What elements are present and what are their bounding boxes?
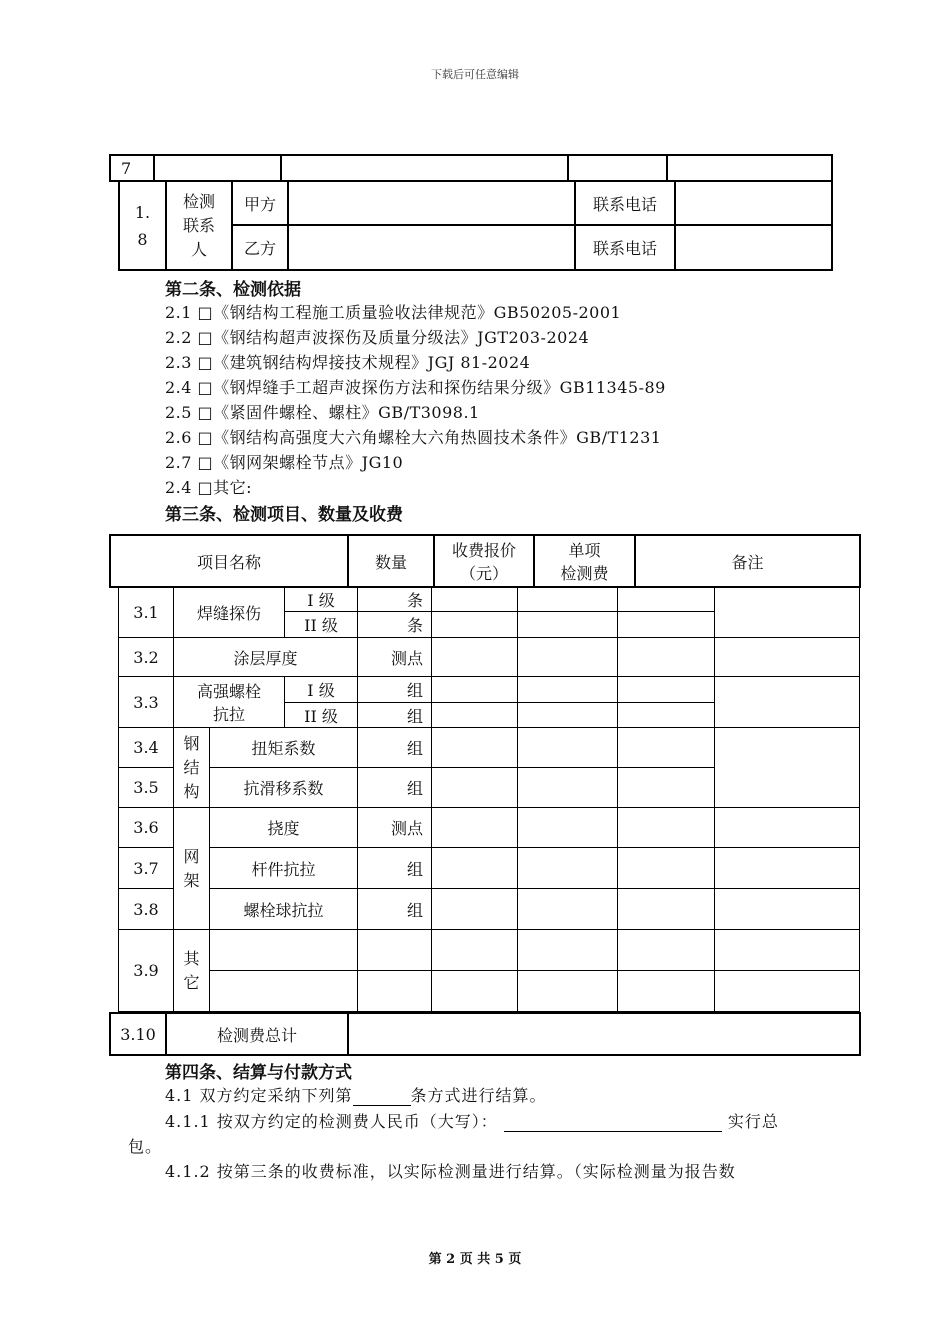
- unit-label: 组: [358, 728, 432, 768]
- quantity-cell[interactable]: [432, 889, 518, 930]
- note-cell[interactable]: [715, 848, 860, 889]
- unit-label: 组: [358, 848, 432, 889]
- contact-table: [118, 180, 833, 271]
- basis-item: 2.7 □《钢网架螺栓节点》JG10: [165, 453, 404, 472]
- unit-fee-cell[interactable]: [618, 677, 715, 703]
- group-label-steel: [174, 728, 210, 808]
- price-cell[interactable]: [518, 848, 618, 889]
- party-b-phone-value[interactable]: [675, 225, 832, 270]
- item-name: 焊缝探伤: [174, 587, 285, 638]
- party-b-value[interactable]: [288, 225, 575, 270]
- unit-fee-cell[interactable]: [618, 808, 715, 848]
- note-cell[interactable]: [715, 728, 860, 808]
- header-note: 备注: [635, 535, 860, 587]
- unit-label: 条: [358, 587, 432, 612]
- settlement-text-a: 4.1 双方约定采纳下列第: [165, 1086, 353, 1105]
- unit-label: 组: [358, 677, 432, 703]
- header-price: [434, 535, 534, 587]
- quantity-cell[interactable]: [432, 848, 518, 889]
- quantity-cell[interactable]: [432, 808, 518, 848]
- item-name-cell[interactable]: [210, 930, 358, 971]
- unit-fee-cell[interactable]: [618, 703, 715, 728]
- party-a-label: 甲方: [232, 181, 288, 225]
- row-number: 3.9: [119, 930, 174, 1012]
- basis-item: 2.3 □《建筑钢结构焊接技术规程》JGJ 81-2024: [165, 353, 531, 372]
- lump-sum-text-b: 实行总: [727, 1112, 779, 1131]
- basis-item: 2.5 □《紧固件螺栓、螺柱》GB/T3098.1: [165, 403, 480, 422]
- basis-item: 2.6 □《钢结构高强度大六角螺栓大六角热圆技术条件》GB/T1231: [165, 428, 662, 447]
- grade-label: II 级: [285, 703, 358, 728]
- lump-sum-clause: [165, 1109, 779, 1132]
- group-label-grid: [174, 808, 210, 930]
- article3-title: 第三条、检测项目、数量及收费: [165, 505, 403, 525]
- row7-number: 7: [110, 155, 154, 181]
- party-b-label: 乙方: [232, 225, 288, 270]
- group-char: 结: [183, 757, 200, 777]
- row7-cell: [281, 155, 568, 181]
- unit-label: 组: [358, 768, 432, 808]
- group-char: 其: [183, 948, 200, 968]
- item-name: 挠度: [210, 808, 358, 848]
- note-cell[interactable]: [715, 889, 860, 930]
- note-cell[interactable]: [715, 971, 860, 1012]
- grade-label: I 级: [285, 677, 358, 703]
- row-number: 3.3: [119, 677, 174, 728]
- note-cell[interactable]: [715, 587, 860, 638]
- total-label: 检测费总计: [166, 1013, 348, 1055]
- price-cell[interactable]: [518, 728, 618, 768]
- basis-item: 2.4 □其它:: [165, 478, 253, 497]
- grade-label: I 级: [285, 587, 358, 612]
- header-price-b: （元）: [459, 564, 508, 583]
- price-cell[interactable]: [518, 889, 618, 930]
- item-name: 抗滑移系数: [210, 768, 358, 808]
- row7-table: [109, 154, 833, 182]
- unit-cell[interactable]: [358, 930, 432, 971]
- unit-fee-cell[interactable]: [618, 587, 715, 612]
- quantity-cell[interactable]: [432, 587, 518, 612]
- contact-label: [166, 181, 232, 270]
- row7-cell: [568, 155, 667, 181]
- contact-number-b: 8: [137, 229, 148, 249]
- header-unit-fee-a: 单项: [568, 541, 601, 560]
- amount-in-words-blank[interactable]: [504, 1113, 722, 1132]
- row-number: 3.1: [119, 587, 174, 638]
- header-price-a: 收费报价: [451, 541, 516, 560]
- price-cell[interactable]: [518, 930, 618, 971]
- note-cell[interactable]: [715, 638, 860, 677]
- price-cell[interactable]: [518, 768, 618, 808]
- note-cell[interactable]: [715, 808, 860, 848]
- header-item-name: 项目名称: [110, 535, 348, 587]
- note-cell[interactable]: [715, 677, 860, 728]
- contact-label-a: 检测: [182, 191, 215, 211]
- group-char: 钢: [183, 733, 200, 753]
- header-unit-fee-b: 检测费: [560, 564, 609, 583]
- basis-item: 2.2 □《钢结构超声波探伤及质量分级法》JGT203-2024: [165, 328, 590, 347]
- price-cell[interactable]: [518, 587, 618, 612]
- group-char: 构: [183, 781, 200, 801]
- price-cell[interactable]: [518, 638, 618, 677]
- item-name: 杆件抗拉: [210, 848, 358, 889]
- contact-number-a: 1.: [134, 202, 151, 222]
- basis-item: 2.1 □《钢结构工程施工质量验收法律规范》GB50205-2001: [165, 303, 622, 322]
- unit-label: 条: [358, 612, 432, 638]
- contact-label-c: 人: [190, 239, 207, 259]
- unit-fee-cell[interactable]: [618, 889, 715, 930]
- row-number: 3.10: [110, 1013, 166, 1055]
- note-cell[interactable]: [715, 930, 860, 971]
- quantity-cell[interactable]: [432, 728, 518, 768]
- quantity-cell[interactable]: [432, 971, 518, 1012]
- party-a-value[interactable]: [288, 181, 575, 225]
- party-a-phone-value[interactable]: [675, 181, 832, 225]
- fee-table-total: [109, 1012, 861, 1056]
- unit-fee-cell[interactable]: [618, 638, 715, 677]
- row-number: 3.2: [119, 638, 174, 677]
- lump-sum-text-c: 包。: [128, 1137, 163, 1156]
- unit-label: 组: [358, 703, 432, 728]
- group-char: 它: [183, 972, 200, 992]
- contact-label-b: 联系: [182, 215, 215, 235]
- settlement-text-b: 条方式进行结算。: [410, 1086, 547, 1105]
- row-number: 3.4: [119, 728, 174, 768]
- unit-fee-cell[interactable]: [618, 728, 715, 768]
- row-number: 3.7: [119, 848, 174, 889]
- item-name-a: 高强螺栓: [197, 682, 262, 701]
- group-label-other: [174, 930, 210, 1012]
- unit-label: 组: [358, 889, 432, 930]
- quantity-cell[interactable]: [432, 930, 518, 971]
- header-unit-fee: [534, 535, 635, 587]
- quantity-cell[interactable]: [432, 703, 518, 728]
- quantity-cell[interactable]: [432, 638, 518, 677]
- contact-number: [119, 181, 166, 270]
- total-value[interactable]: [348, 1013, 860, 1055]
- item-name-b: 抗拉: [213, 705, 246, 724]
- price-cell[interactable]: [518, 971, 618, 1012]
- quantity-cell[interactable]: [432, 612, 518, 638]
- lump-sum-text-a: 4.1.1 按双方约定的检测费人民币（大写）：: [165, 1112, 498, 1131]
- article4-title: 第四条、结算与付款方式: [165, 1063, 352, 1083]
- unit-fee-cell[interactable]: [618, 848, 715, 889]
- header-quantity: 数量: [348, 535, 434, 587]
- row7-cell: [154, 155, 281, 181]
- item-name: 扭矩系数: [210, 728, 358, 768]
- article2-title: 第二条、检测依据: [165, 280, 301, 300]
- grade-label: II 级: [285, 612, 358, 638]
- group-char: 架: [183, 870, 200, 890]
- actual-quantity-clause: 4.1.2 按第三条的收费标准，以实际检测量进行结算。（实际检测量为报告数: [165, 1162, 736, 1181]
- item-name: 螺栓球抗拉: [210, 889, 358, 930]
- price-cell[interactable]: [518, 677, 618, 703]
- group-char: 网: [183, 846, 200, 866]
- party-a-phone-label: 联系电话: [575, 181, 675, 225]
- unit-fee-cell[interactable]: [618, 612, 715, 638]
- row-number: 3.6: [119, 808, 174, 848]
- unit-fee-cell[interactable]: [618, 930, 715, 971]
- price-cell[interactable]: [518, 703, 618, 728]
- row-number: 3.5: [119, 768, 174, 808]
- page-header-note: 下载后可任意编辑: [431, 68, 519, 81]
- unit-cell[interactable]: [358, 971, 432, 1012]
- page-footer: 第 2 页 共 5 页: [428, 1252, 522, 1267]
- settlement-clause: [165, 1083, 547, 1106]
- unit-label: 测点: [358, 638, 432, 677]
- item-name: 涂层厚度: [174, 638, 358, 677]
- item-name: [174, 677, 285, 728]
- fee-table-body: [118, 586, 860, 1012]
- party-b-phone-label: 联系电话: [575, 225, 675, 270]
- row7-cell: [667, 155, 832, 181]
- quantity-cell[interactable]: [432, 677, 518, 703]
- unit-label: 测点: [358, 808, 432, 848]
- quantity-cell[interactable]: [432, 768, 518, 808]
- settlement-method-blank[interactable]: [353, 1087, 411, 1106]
- unit-fee-cell[interactable]: [618, 971, 715, 1012]
- basis-item: 2.4 □《钢焊缝手工超声波探伤方法和探伤结果分级》GB11345-89: [165, 378, 666, 397]
- unit-fee-cell[interactable]: [618, 768, 715, 808]
- fee-table-header: [109, 534, 861, 588]
- price-cell[interactable]: [518, 808, 618, 848]
- item-name-cell[interactable]: [210, 971, 358, 1012]
- price-cell[interactable]: [518, 612, 618, 638]
- row-number: 3.8: [119, 889, 174, 930]
